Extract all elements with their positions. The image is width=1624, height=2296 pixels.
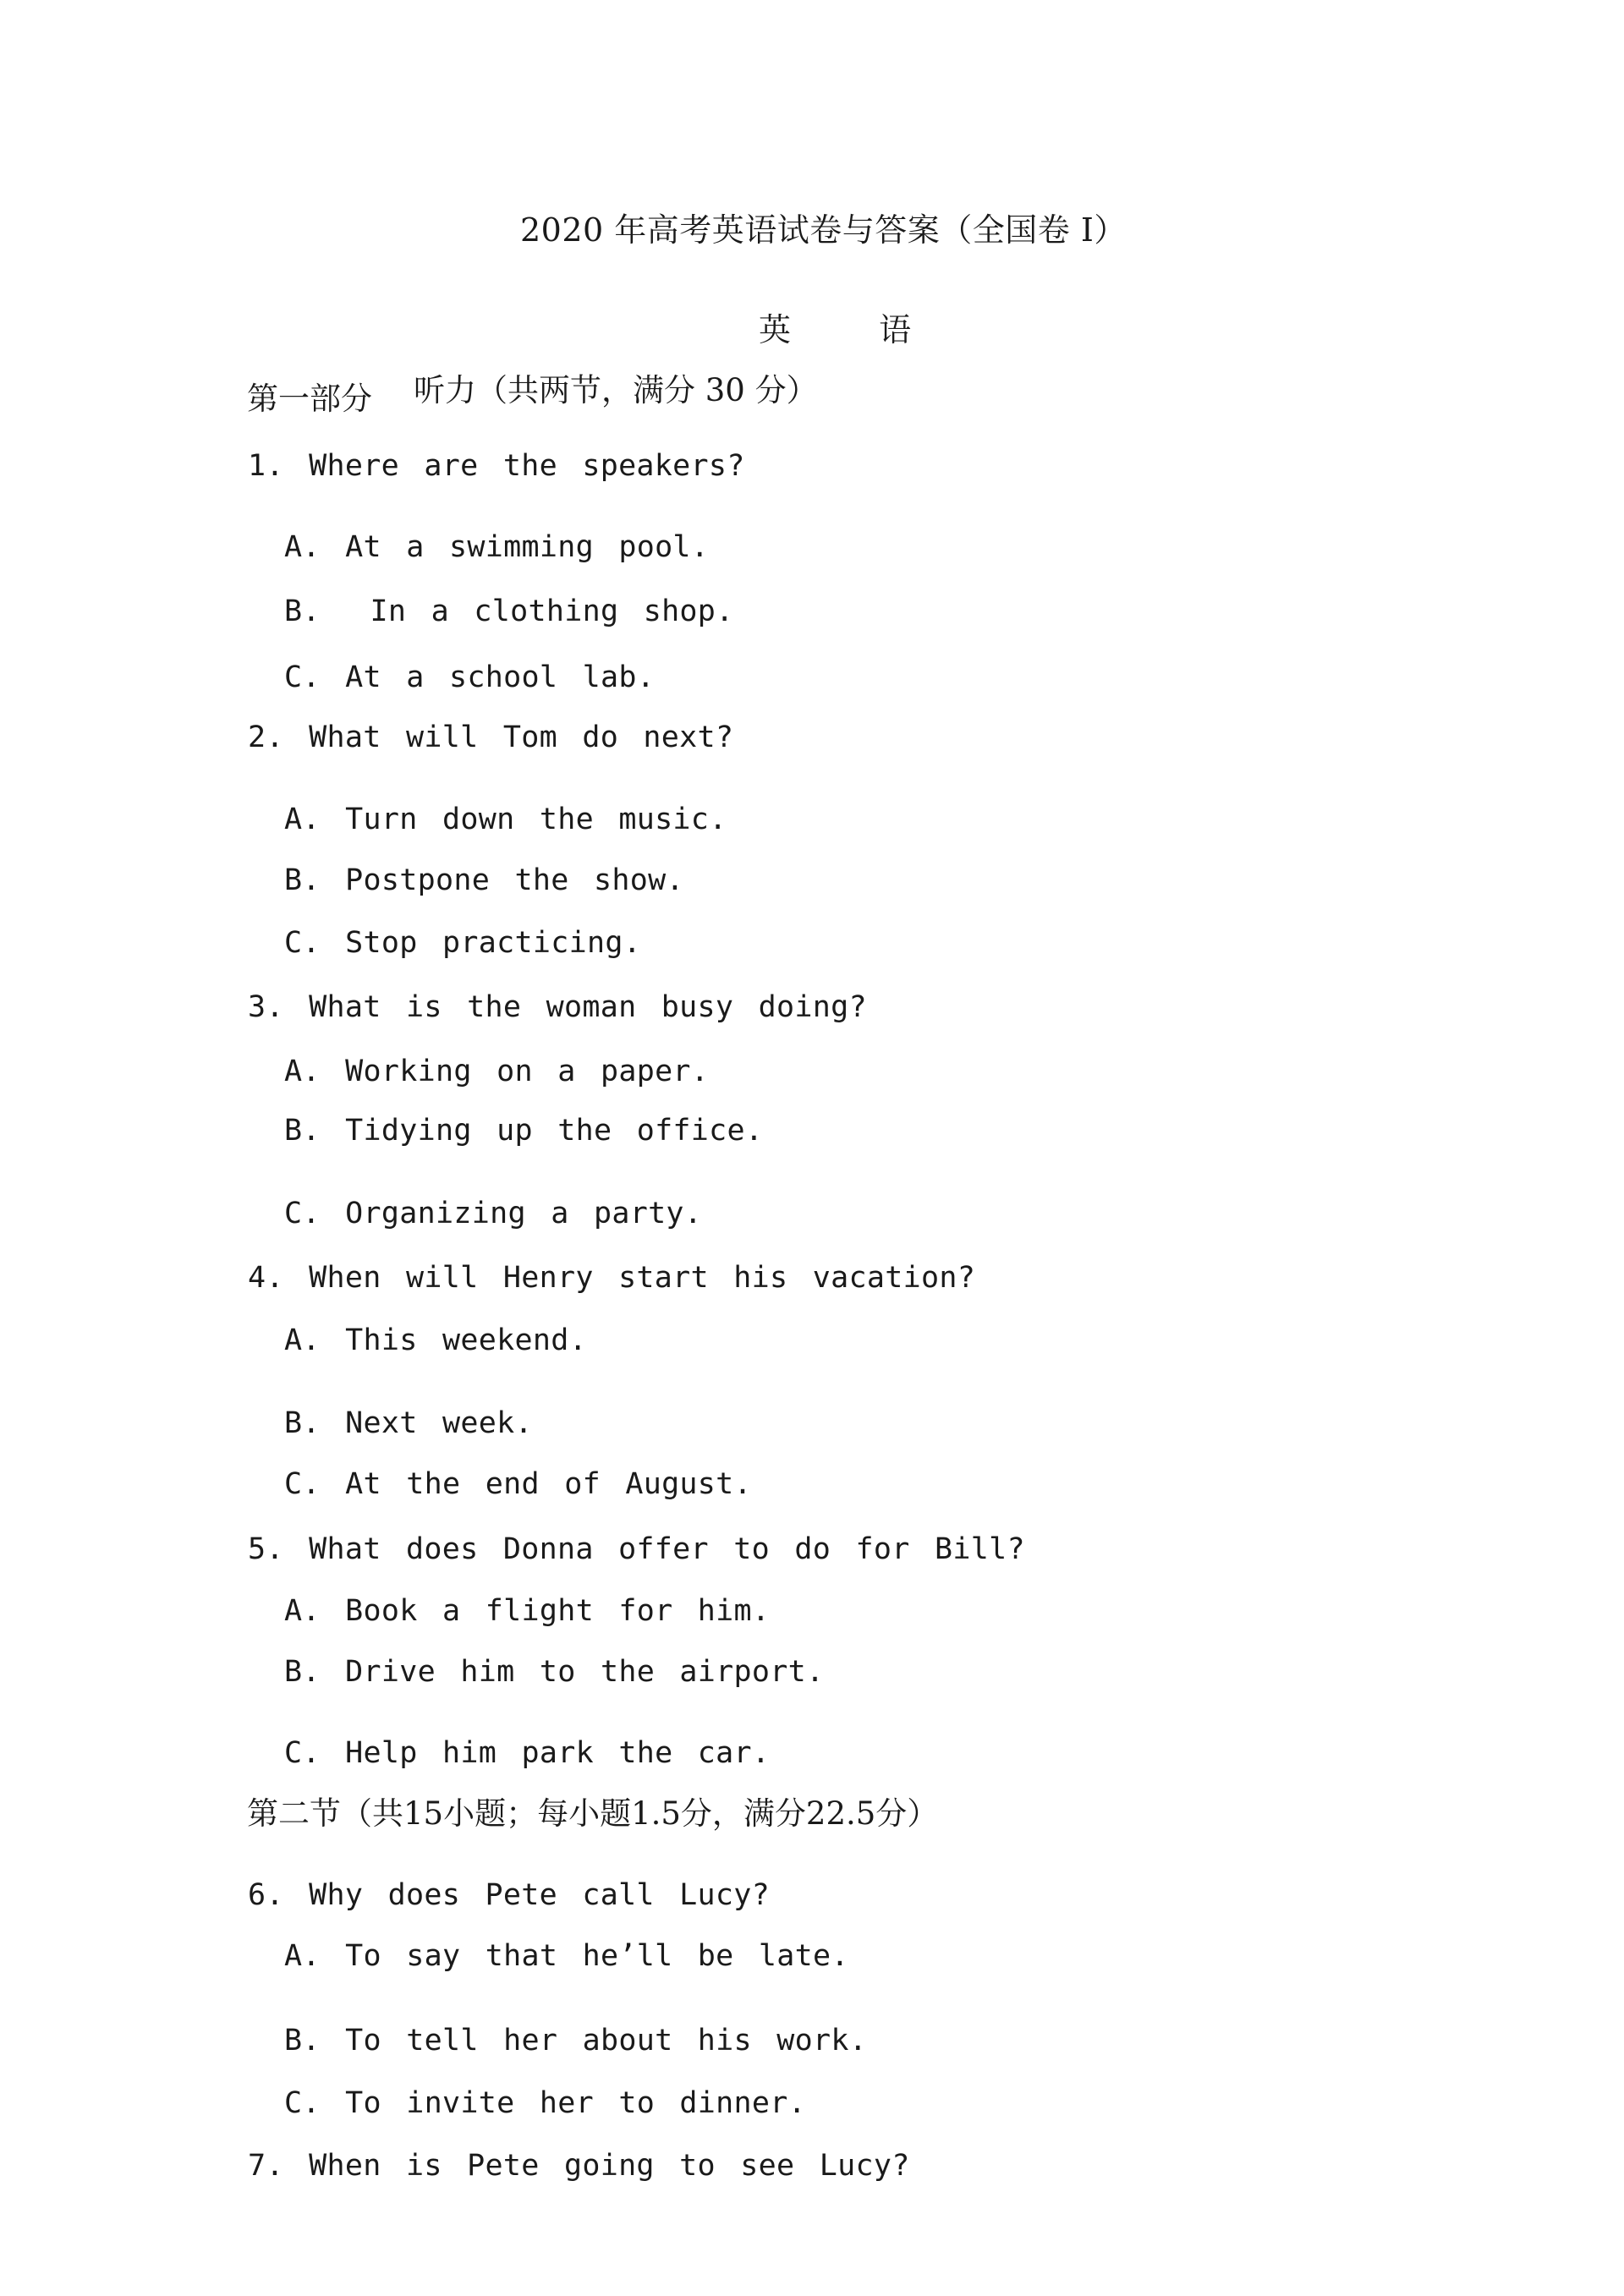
question-4-option-b: B. Next week. <box>284 1406 533 1440</box>
question-2-option-c: C. Stop practicing. <box>284 926 642 960</box>
question-1-stem: 1. Where are the speakers? <box>248 449 745 483</box>
question-5-option-b: B. Drive him to the airport. <box>284 1655 825 1689</box>
subject-heading: 英 语 <box>759 311 912 348</box>
question-5-stem: 5. What does Donna offer to do for Bill? <box>248 1532 1025 1566</box>
part-label: 第一部分 <box>247 381 372 417</box>
question-6-option-a: A. To say that he’ll be late. <box>284 1939 849 1973</box>
question-5-option-c: C. Help him park the car. <box>284 1736 771 1770</box>
question-3-option-a: A. Working on a paper. <box>284 1055 710 1088</box>
question-6-option-b: B. To tell her about his work. <box>284 2024 868 2058</box>
section-2-heading: 第二节（共15小题；每小题1.5分，满分22.5分） <box>247 1795 939 1832</box>
question-3-option-b: B. Tidying up the office. <box>284 1114 764 1148</box>
question-4-option-a: A. This weekend. <box>284 1323 587 1357</box>
document-title: 2020 年高考英语试卷与答案（全国卷 I） <box>520 211 1127 249</box>
question-2-option-b: B. Postpone the show. <box>284 863 684 897</box>
question-5-option-a: A. Book a flight for him. <box>284 1594 771 1628</box>
question-4-stem: 4. When will Henry start his vacation? <box>248 1261 976 1295</box>
question-3-stem: 3. What is the woman busy doing? <box>248 990 867 1024</box>
question-1-option-a: A. At a swimming pool. <box>284 530 710 564</box>
question-3-option-c: C. Organizing a party. <box>284 1197 703 1230</box>
question-6-option-c: C. To invite her to dinner. <box>284 2086 807 2120</box>
question-2-stem: 2. What will Tom do next? <box>248 721 734 754</box>
question-6-stem: 6. Why does Pete call Lucy? <box>248 1878 771 1912</box>
question-2-option-a: A. Turn down the music. <box>284 803 727 836</box>
question-1-option-b: B. In a clothing shop. <box>284 595 734 628</box>
question-7-stem: 7. When is Pete going to see Lucy? <box>248 2149 910 2183</box>
part-heading: 听力（共两节，满分 30 分） <box>414 372 818 408</box>
question-4-option-c: C. At the end of August. <box>284 1467 752 1501</box>
question-1-option-c: C. At a school lab. <box>284 660 656 694</box>
